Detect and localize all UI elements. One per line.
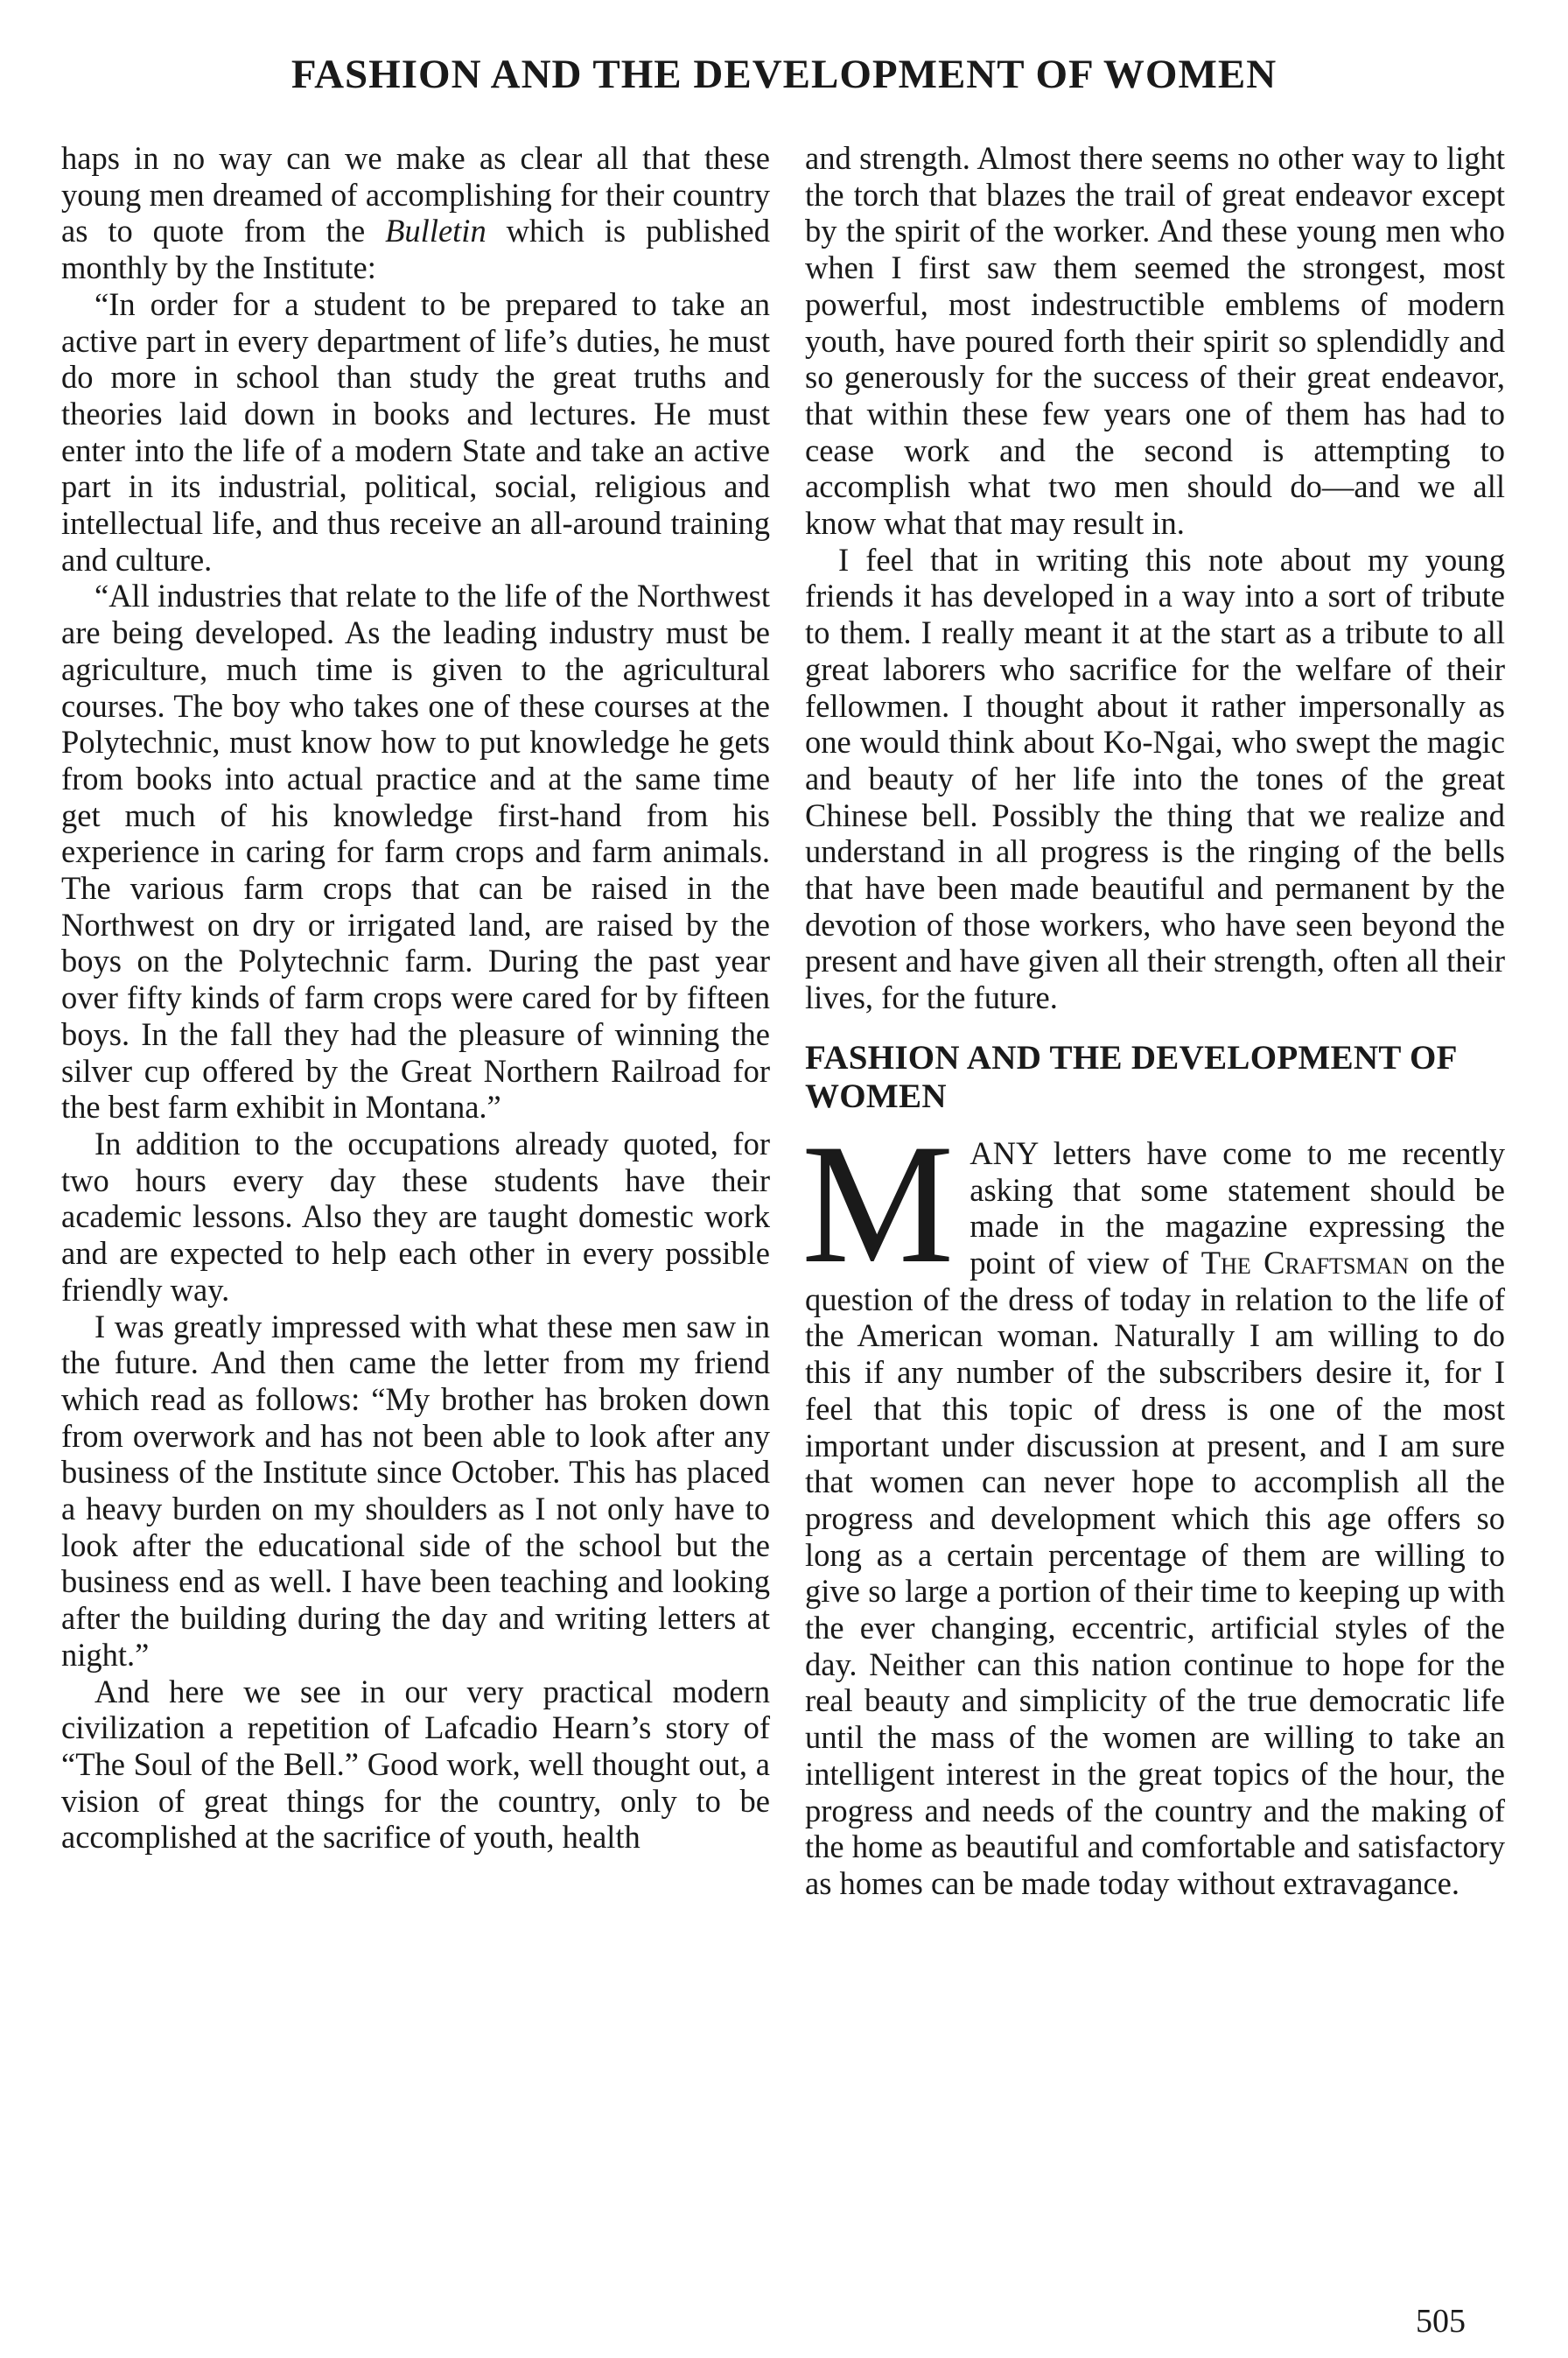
running-header: FASHION AND THE DEVELOPMENT OF WOMEN: [290, 52, 1278, 97]
paragraph: I feel that in writing this note about my young friends it has developed in a way into a sort of tribute to them. I really meant it at the start as a tribute to all great laborers who sacrifice for the welfare of their fellowmen. I thought about it rather impersonally as one would think about Ko-Ngai, who swept the magic and beauty of her life into the tones of the great Chinese bell. Possibly the thing that we realize and understand in all progress is the ringing of the bells that have been made beautiful and permanent by the devotion of those workers, who have seen beyond the present and have given all their strength, often all their lives, for the future.: [805, 541, 1505, 1016]
paragraph: “In order for a student to be prepared to take an active part in every department of life’s duties, he must do more in school than study the great truths and theories laid down in books and lectures. He must enter into the life of a modern State and take an active part in its industrial, political, social, religious and intellectual life, and thus receive an all-around training and culture.: [61, 285, 770, 578]
section-heading: FASHION AND THE DEVELOPMENT OF WOMEN: [805, 1038, 1457, 1115]
paragraph: In addition to the occupations already quoted, for two hours every day these students have their academic lessons. Also they are taught domestic work and are expected to help each other in every possible friendly way.: [61, 1125, 770, 1308]
paragraph: haps in no way can we make as clear all that these young men dreamed of accomplishing for their country as to quote from the Bulletin which is published monthly by the Institute:: [61, 140, 771, 286]
right-column: [802, 140, 1506, 1902]
paragraph: and strength. Almost there seems no other way to light the torch that blazes the trail of great endeavor except by the spirit of the worker. And these young men who when I first saw them seemed the strongest, most powerful, most indestructible emblems of modern youth, have poured forth their spirit so splendidly and so generously for the success of their great endeavor, that within these few years one of them has had to cease work and the second is attempting to accomplish what two men should do—and we all know what that may result in.: [805, 140, 1505, 542]
paragraph: I was greatly impressed with what these men saw in the future. And then came the letter from my friend which read as follows: “My brother has broken down from overwork and has not been able to look after any business of the Institute since October. This has placed a heavy burden on my shoulders as I not only have to look after the educational side of the school but the business end as well. I have been teaching and looking after the building during the day and writing letters at night.”: [61, 1308, 770, 1673]
magazine-name: The Craftsman: [1200, 1244, 1410, 1281]
page-number: 505: [1416, 2303, 1466, 2340]
paragraph: MANY letters have come to me recently asking that some statement should be made in the magazine expressing the point of view of The Craftsman on the question of the dress of today in relation to the life of the American woman. Naturally I am willing to do this if any number of the subscribers desire it, for I feel that this topic of dress is one of the most important under discussion at present, and I am sure that women can never hope to accomplish all the progress and development which this age offers so long as a certain percentage of them are willing to give so large a portion of their time to keeping up with the ever changing, eccentric, artificial styles of the day. Neither can this nation continue to hope for the real beauty and simplicity of the true democratic life until the mass of the women are willing to take an intelligent interest in the great topics of the hour, the progress and needs of the country and the making of the home as beautiful and comfortable and satisfactory as homes can be made today without extravagance.: [802, 1108, 1506, 1901]
left-column: [61, 140, 770, 1856]
paragraph: And here we see in our very practical modern civilization a repetition of Lafcadio Hearn’s story of “The Soul of the Bell.” Good work, well thought out, a vision of great things for the country, only to be accomplished at the sacrifice of youth, health: [61, 1673, 770, 1856]
paragraph: “All industries that relate to the life of the Northwest are being developed. As the leading industry must be agriculture, much time is given to the agricultural courses. The boy who takes one of these courses at the Polytechnic, must know how to put knowledge he gets from books into actual practice and at the same time get much of his knowledge first-hand from his experience in caring for farm crops and farm animals. The various farm crops that can be raised in the Northwest on dry or irrigated land, are raised by the boys on the Polytechnic farm. During the past year over fifty kinds of farm crops were cared for by fifteen boys. In the fall they had the pleasure of winning the silver cup offered by the Great Northern Railroad for the best farm exhibit in Montana.”: [61, 578, 770, 1126]
italic-title: Bulletin: [385, 213, 486, 249]
drop-cap: M: [802, 1108, 955, 1299]
